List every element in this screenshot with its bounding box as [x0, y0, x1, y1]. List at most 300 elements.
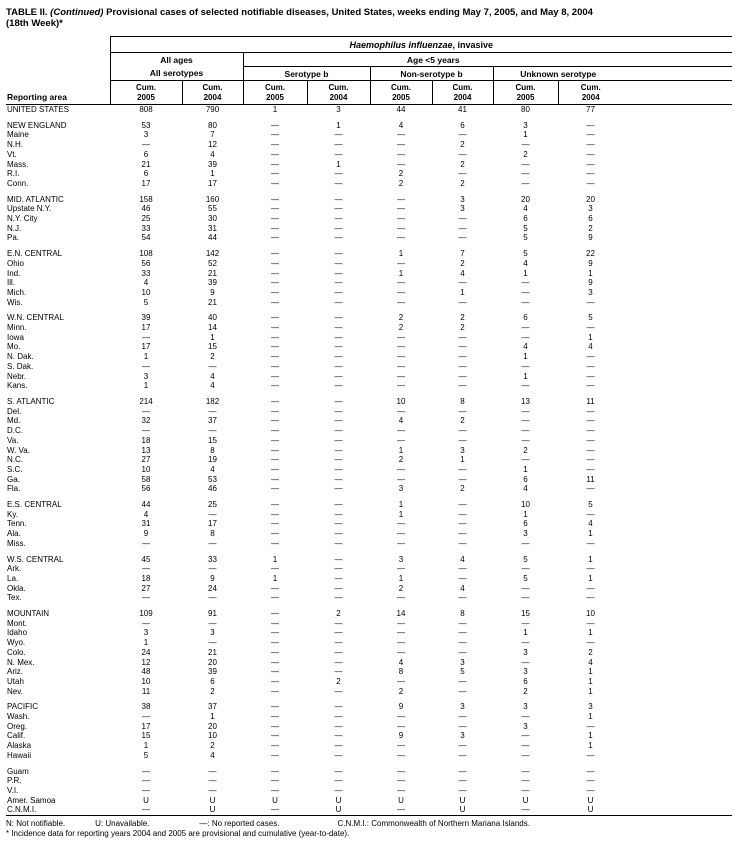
value-cell: 6 — [523, 313, 528, 323]
reporting-area-cell: Pa. — [7, 233, 20, 243]
value-cell: — — [521, 741, 530, 751]
value-cell: — — [334, 396, 343, 406]
row-spacer-cell — [623, 214, 732, 224]
value-cell: 9 — [588, 258, 593, 268]
value-cell: 17 — [141, 178, 151, 188]
value-cell: — — [586, 323, 595, 333]
value-cell: — — [334, 426, 343, 436]
row-spacer-cell — [623, 224, 732, 234]
row-spacer-cell — [623, 160, 732, 170]
value-cell: — — [208, 618, 217, 628]
value-cell: — — [208, 766, 217, 776]
value-cell: — — [142, 776, 150, 786]
value-cell: 2 — [336, 676, 341, 686]
reporting-area-cell: P.R. — [7, 776, 22, 786]
value-cell: — — [586, 178, 595, 188]
table-row — [6, 539, 732, 549]
value-cell: 4 — [523, 204, 528, 214]
value-cell: 5 — [523, 554, 528, 564]
reporting-area-cell: Idaho — [7, 628, 28, 638]
value-cell: 7 — [210, 130, 215, 140]
row-spacer-cell — [623, 475, 732, 485]
value-cell: — — [458, 223, 467, 233]
reporting-area-cell: Ind. — [7, 268, 21, 278]
row-spacer-cell — [623, 298, 732, 308]
row-spacer-cell — [623, 593, 732, 603]
value-cell: — — [521, 278, 530, 288]
value-cell: — — [397, 435, 405, 445]
value-cell: — — [521, 593, 530, 603]
value-cell: — — [458, 500, 467, 510]
table-row — [6, 298, 732, 308]
reporting-area-cell: Mo. — [7, 342, 21, 352]
value-cell: 158 — [139, 194, 153, 204]
subgroup-header-all-serotypes: All serotypes — [110, 67, 243, 81]
value-cell: — — [458, 573, 467, 583]
value-cell: 25 — [208, 500, 217, 510]
table-body — [6, 105, 732, 816]
value-cell: — — [271, 342, 279, 352]
value-cell: 7 — [460, 249, 465, 259]
value-cell: 1 — [210, 332, 215, 342]
row-spacer-cell — [623, 446, 732, 456]
value-cell: — — [397, 721, 405, 731]
value-cell: 4 — [523, 342, 528, 352]
value-cell: — — [397, 214, 405, 224]
value-cell: — — [397, 140, 405, 150]
reporting-area-cell: E.N. CENTRAL — [7, 249, 63, 259]
subgroup-header-serotype-b: Serotype b — [243, 67, 370, 81]
reporting-area-cell: Guam — [7, 766, 29, 776]
value-cell: — — [521, 159, 530, 169]
table-title — [6, 7, 732, 29]
value-cell: — — [271, 564, 279, 574]
row-spacer-cell — [623, 130, 732, 140]
reporting-area-cell: Maine — [7, 130, 29, 140]
col-header-cum-2005: Cum. 2005 — [493, 81, 558, 105]
value-cell: — — [586, 538, 595, 548]
value-cell: 2 — [460, 178, 465, 188]
value-cell: — — [271, 638, 279, 648]
value-cell: — — [271, 647, 279, 657]
value-cell: 14 — [208, 323, 217, 333]
value-cell: 18 — [141, 573, 151, 583]
reporting-area-cell: Va. — [7, 435, 19, 445]
value-cell: — — [271, 426, 279, 436]
value-cell: 1 — [460, 455, 465, 465]
reporting-area-cell: Ariz. — [7, 667, 23, 677]
value-cell: — — [142, 712, 150, 722]
table-row — [6, 475, 732, 485]
value-cell: — — [397, 278, 405, 288]
value-cell: — — [142, 766, 150, 776]
row-spacer-cell — [623, 786, 732, 796]
value-cell: 20 — [586, 194, 595, 204]
value-cell: — — [397, 676, 405, 686]
value-cell: — — [334, 435, 343, 445]
reporting-area-cell: S.C. — [7, 464, 23, 474]
value-cell: — — [334, 361, 343, 371]
value-cell: 214 — [139, 396, 153, 406]
value-cell: 3 — [398, 554, 404, 564]
value-cell: 4 — [143, 278, 149, 288]
value-cell: 2 — [460, 323, 465, 333]
value-cell: — — [334, 352, 343, 362]
value-cell: — — [334, 416, 343, 426]
value-cell: — — [521, 731, 530, 741]
value-cell: 4 — [398, 657, 404, 667]
value-cell: — — [271, 323, 279, 333]
value-cell: — — [458, 474, 467, 484]
value-cell: — — [521, 287, 530, 297]
reporting-area-cell: Mich. — [7, 287, 27, 297]
reporting-area-cell: Alaska — [7, 741, 32, 751]
row-spacer-cell — [623, 564, 732, 574]
row-spacer-cell — [623, 619, 732, 629]
value-cell: — — [397, 766, 405, 776]
value-cell: — — [458, 361, 467, 371]
value-cell: — — [271, 287, 279, 297]
table-row — [6, 584, 732, 594]
row-spacer-cell — [623, 658, 732, 668]
value-cell: — — [586, 750, 595, 760]
value-cell: 3 — [523, 667, 528, 677]
col-header-cum-2004: Cum. 2004 — [182, 81, 243, 105]
value-cell: — — [208, 406, 217, 416]
value-cell: — — [334, 313, 343, 323]
reporting-area-cell: Wis. — [7, 297, 23, 307]
value-cell: 9 — [588, 233, 593, 243]
value-cell: — — [458, 786, 467, 795]
value-cell: 3 — [210, 628, 215, 638]
value-cell: — — [334, 194, 343, 204]
table-row — [6, 767, 732, 777]
value-cell: — — [271, 529, 279, 539]
row-spacer-cell — [623, 140, 732, 150]
value-cell: 19 — [208, 455, 217, 465]
value-cell: 37 — [208, 702, 217, 712]
reporting-area-cell: Hawaii — [7, 750, 32, 760]
value-cell: — — [397, 786, 405, 795]
reporting-area-cell: MID. ATLANTIC — [7, 194, 64, 204]
table-row — [6, 529, 732, 539]
value-cell: 4 — [460, 583, 465, 593]
value-cell: — — [334, 140, 343, 150]
row-spacer-cell — [623, 169, 732, 179]
value-cell: — — [458, 712, 467, 722]
row-spacer-cell — [623, 574, 732, 584]
value-cell: 3 — [460, 702, 465, 712]
value-cell: — — [586, 484, 595, 494]
row-spacer-cell — [623, 555, 732, 565]
row-spacer-cell — [623, 465, 732, 475]
value-cell: 2 — [460, 140, 465, 150]
value-cell: 1 — [588, 676, 593, 686]
value-cell: — — [397, 194, 405, 204]
reporting-area-cell: Iowa — [7, 332, 24, 342]
value-cell: — — [458, 529, 467, 539]
value-cell: — — [586, 766, 595, 776]
table-row — [6, 352, 732, 362]
value-cell: 2 — [523, 445, 528, 455]
value-cell: — — [397, 618, 405, 628]
value-cell: — — [586, 371, 595, 381]
value-cell: 31 — [208, 223, 217, 233]
row-spacer-cell — [623, 105, 732, 115]
value-cell: — — [586, 509, 595, 519]
value-cell: — — [142, 140, 150, 150]
value-cell: 9 — [398, 731, 404, 741]
reporting-area-cell: Conn. — [7, 178, 29, 188]
table-row — [6, 140, 732, 150]
table-row — [6, 465, 732, 475]
value-cell: — — [334, 474, 343, 484]
row-spacer-cell — [623, 323, 732, 333]
value-cell: — — [521, 297, 530, 307]
value-cell: — — [271, 686, 279, 696]
value-cell: 2 — [210, 352, 215, 362]
value-cell: — — [271, 352, 279, 362]
value-cell: — — [271, 332, 279, 342]
table-row — [6, 619, 732, 629]
table-row — [6, 288, 732, 298]
reporting-area-cell: Nev. — [7, 686, 23, 696]
value-cell: 10 — [141, 464, 151, 474]
value-cell: 4 — [210, 371, 215, 381]
value-cell: — — [142, 332, 150, 342]
value-cell: — — [334, 223, 343, 233]
table-row — [6, 519, 732, 529]
value-cell: 55 — [208, 204, 217, 214]
value-cell: 1 — [588, 529, 593, 539]
value-cell: — — [271, 776, 279, 786]
value-cell: — — [271, 618, 279, 628]
value-cell: — — [208, 361, 217, 371]
reporting-area-header: Reporting area — [6, 37, 110, 105]
value-cell: — — [586, 149, 595, 159]
legend-unavailable: U: Unavailable. — [95, 819, 150, 829]
value-cell: — — [334, 573, 343, 583]
value-cell: 2 — [398, 169, 404, 179]
value-cell: — — [271, 159, 279, 169]
value-cell: 6 — [523, 676, 528, 686]
value-cell: 17 — [208, 178, 217, 188]
value-cell: 8 — [210, 445, 215, 455]
value-cell: — — [521, 564, 530, 574]
table-row — [6, 609, 732, 619]
row-spacer-cell — [623, 529, 732, 539]
value-cell: 1 — [588, 741, 593, 751]
value-cell: 2 — [398, 686, 404, 696]
value-cell: 5 — [460, 667, 465, 677]
reporting-area-cell: E.S. CENTRAL — [7, 500, 62, 510]
value-cell: 33 — [141, 268, 151, 278]
value-cell: 9 — [210, 287, 215, 297]
value-cell: — — [586, 464, 595, 474]
value-cell: 21 — [208, 268, 217, 278]
value-cell: 38 — [141, 702, 151, 712]
value-cell: — — [397, 204, 405, 214]
table-row — [6, 658, 732, 668]
reporting-area-cell: Utah — [7, 676, 24, 686]
value-cell: 4 — [210, 381, 215, 391]
value-cell: 2 — [398, 583, 404, 593]
value-cell: 33 — [208, 554, 217, 564]
value-cell: 108 — [139, 249, 153, 259]
table-row — [6, 731, 732, 741]
reporting-area-cell: Colo. — [7, 647, 26, 657]
value-cell: 13 — [141, 445, 151, 455]
reporting-area-cell: Ark. — [7, 564, 22, 574]
value-cell: 3 — [460, 731, 465, 741]
table-row — [6, 446, 732, 456]
value-cell: 3 — [143, 371, 149, 381]
value-cell: — — [521, 657, 530, 667]
row-spacer-cell — [623, 397, 732, 407]
value-cell: — — [208, 564, 217, 574]
value-cell: 6 — [523, 474, 528, 484]
value-cell: — — [586, 352, 595, 362]
value-cell: — — [334, 564, 343, 574]
reporting-area-cell: N.Y. City — [7, 214, 38, 224]
value-cell: — — [271, 223, 279, 233]
value-cell: — — [458, 564, 467, 574]
value-cell: — — [397, 233, 405, 243]
footnotes — [6, 819, 732, 839]
table-row — [6, 741, 732, 751]
table-row — [6, 628, 732, 638]
table-row — [6, 362, 732, 372]
value-cell: 20 — [208, 657, 217, 667]
value-cell: — — [271, 766, 279, 776]
row-spacer-cell — [623, 195, 732, 205]
row-spacer-cell — [623, 416, 732, 426]
value-cell: — — [521, 583, 530, 593]
value-cell: 10 — [141, 676, 151, 686]
value-cell: 9 — [210, 573, 215, 583]
value-cell: — — [458, 676, 467, 686]
reporting-area-cell: Upstate N.Y. — [7, 204, 52, 214]
value-cell: — — [397, 564, 405, 574]
value-cell: 6 — [588, 214, 593, 224]
table-row — [6, 687, 732, 697]
value-cell: — — [458, 750, 467, 760]
table-row — [6, 150, 732, 160]
value-cell: 6 — [523, 214, 528, 224]
value-cell: — — [397, 159, 405, 169]
value-cell: — — [271, 750, 279, 760]
reporting-area-cell: W. Va. — [7, 445, 30, 455]
reporting-area-cell: Ohio — [7, 258, 24, 268]
reporting-area-cell: Tex. — [7, 593, 22, 603]
value-cell: 17 — [141, 342, 151, 352]
value-cell: 3 — [460, 657, 465, 667]
reporting-area-cell: NEW ENGLAND — [7, 120, 67, 130]
value-cell: — — [458, 766, 467, 776]
value-cell: — — [458, 297, 467, 307]
reporting-area-cell: Fla. — [7, 484, 21, 494]
value-cell: — — [334, 667, 343, 677]
value-cell: — — [271, 297, 279, 307]
cum-year-header-row — [6, 81, 732, 105]
continued-label: (Continued) — [50, 7, 104, 18]
reporting-area-cell: Tenn. — [7, 519, 27, 529]
value-cell: — — [271, 396, 279, 406]
value-cell: — — [586, 169, 595, 179]
reporting-area-cell: N.C. — [7, 455, 23, 465]
row-spacer-cell — [623, 278, 732, 288]
value-cell: 12 — [208, 140, 217, 150]
value-cell: — — [458, 638, 467, 648]
row-spacer-cell — [623, 407, 732, 417]
value-cell: — — [397, 628, 405, 638]
value-cell: 4 — [210, 750, 215, 760]
value-cell: U — [272, 795, 278, 805]
value-cell: — — [334, 342, 343, 352]
value-cell: — — [142, 805, 150, 815]
value-cell: — — [586, 381, 595, 391]
notifiable-diseases-table — [6, 36, 732, 816]
value-cell: 77 — [586, 105, 595, 114]
value-cell: 10 — [586, 609, 595, 619]
value-cell: — — [397, 464, 405, 474]
value-cell: 46 — [208, 484, 217, 494]
value-cell: 8 — [460, 609, 465, 619]
value-cell: — — [458, 538, 467, 548]
value-cell: 1 — [398, 249, 404, 259]
value-cell: 790 — [205, 105, 220, 114]
table-title-line1 — [6, 7, 732, 18]
value-cell: — — [271, 381, 279, 391]
value-cell: — — [334, 332, 343, 342]
subgroup-header-non-serotype-b: Non-serotype b — [370, 67, 493, 81]
value-cell: — — [334, 406, 343, 416]
value-cell: 15 — [208, 435, 217, 445]
value-cell: — — [521, 361, 530, 371]
value-cell: — — [397, 223, 405, 233]
value-cell: — — [458, 381, 467, 391]
reporting-area-cell: N. Dak. — [7, 352, 34, 362]
value-cell: — — [271, 445, 279, 455]
value-cell: 15 — [521, 609, 530, 619]
table-row — [6, 593, 732, 603]
table-row — [6, 786, 732, 796]
table-row — [6, 313, 732, 323]
value-cell: — — [271, 130, 279, 140]
value-cell: 1 — [588, 554, 593, 564]
value-cell: — — [586, 297, 595, 307]
value-cell: 13 — [521, 396, 530, 406]
value-cell: — — [458, 426, 467, 436]
legend-not-notifiable: N: Not notifiable. — [6, 819, 66, 829]
value-cell: — — [521, 786, 530, 795]
value-cell: 109 — [139, 609, 153, 619]
value-cell: — — [334, 638, 343, 648]
reporting-area-cell: W.N. CENTRAL — [7, 313, 64, 323]
value-cell: 80 — [208, 120, 217, 130]
value-cell: — — [521, 750, 530, 760]
value-cell: U — [398, 795, 404, 805]
value-cell: 6 — [523, 519, 528, 529]
value-cell: 1 — [523, 268, 528, 278]
value-cell: 9 — [143, 529, 149, 539]
value-cell: 5 — [523, 249, 528, 259]
reporting-area-cell: W.S. CENTRAL — [7, 554, 64, 564]
value-cell: — — [397, 361, 405, 371]
footnote-legend — [6, 819, 732, 829]
value-cell: 2 — [588, 223, 593, 233]
row-spacer-cell — [623, 519, 732, 529]
